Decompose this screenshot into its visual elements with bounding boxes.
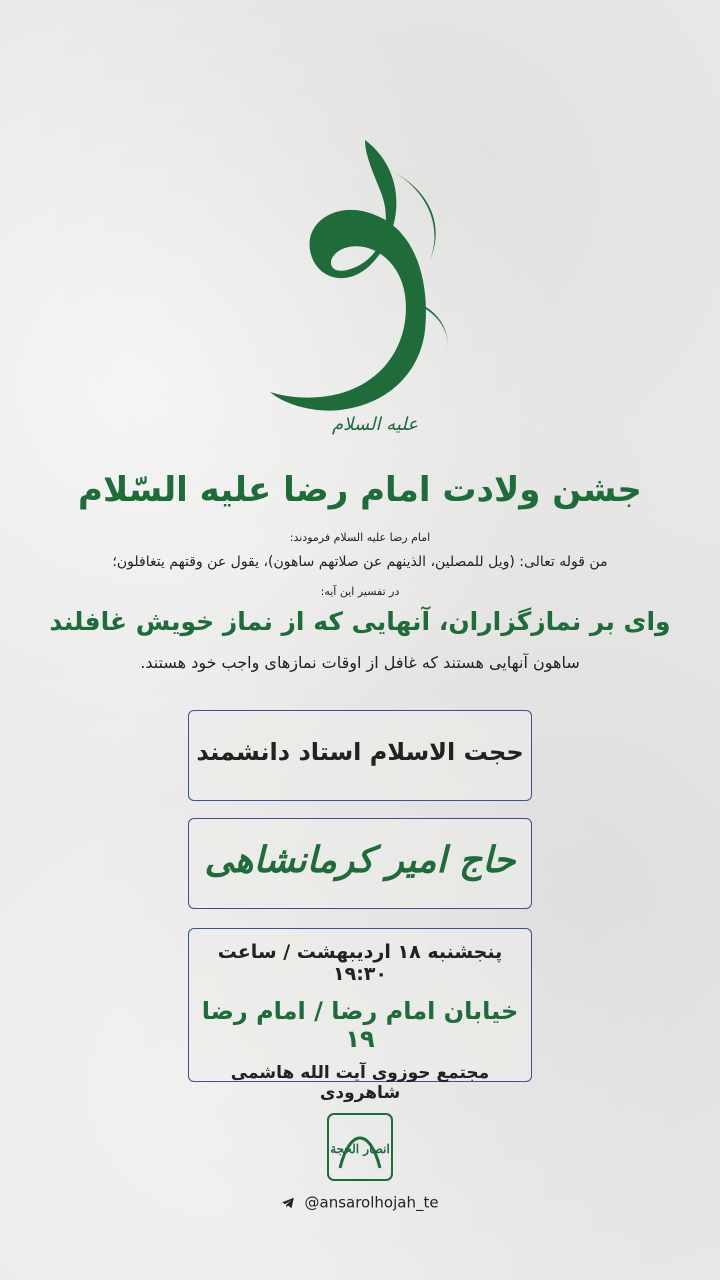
intro-line: امام رضا علیه السلام فرمودند: [289, 531, 431, 544]
event-street: خیابان امام رضا / امام رضا ۱۹ [201, 997, 519, 1053]
social-handle-row[interactable] [0, 1192, 720, 1212]
speaker-title-box [188, 710, 532, 801]
ansar-logo [310, 1108, 410, 1188]
social-handle: @ansarolhojah_te [304, 1193, 439, 1212]
event-venue: مجتمع حوزوی آیت الله هاشمی شاهرودی [230, 1063, 490, 1103]
verse-translation: وای بر نمازگزاران، آنهایی که از نماز خویش غافلند [49, 607, 671, 636]
footer-logo-text: انصار الحجة [330, 1142, 390, 1156]
calligraphy-small-text: علیه السلام [332, 414, 418, 435]
speaker-title: حجت الاسلام استاد دانشمند [196, 738, 524, 766]
event-info-box [188, 928, 532, 1103]
explanation: ساهون آنهایی هستند که غافل از اوقات نمازهای واجب خود هستند. [140, 653, 580, 672]
speaker-name-box [188, 818, 532, 909]
telegram-icon [281, 1196, 295, 1210]
tafsir-label: در تفسیر این آیه: [320, 585, 400, 598]
event-datetime: پنجشنبه ۱۸ اردیبهشت / ساعت ۱۹:۳۰ [217, 941, 503, 985]
reza-calligraphy-logo [255, 130, 465, 440]
main-title: جشن ولادت امام رضا علیه السّلام [78, 470, 642, 510]
arabic-verse: من قوله تعالی: (ویل للمصلین، الذینهم عن صلاتهم ساهون)، یقول عن وقتهم یتغافلون؛ [112, 554, 608, 570]
speaker-name: حاج امیر کرمانشاهی [204, 839, 516, 881]
